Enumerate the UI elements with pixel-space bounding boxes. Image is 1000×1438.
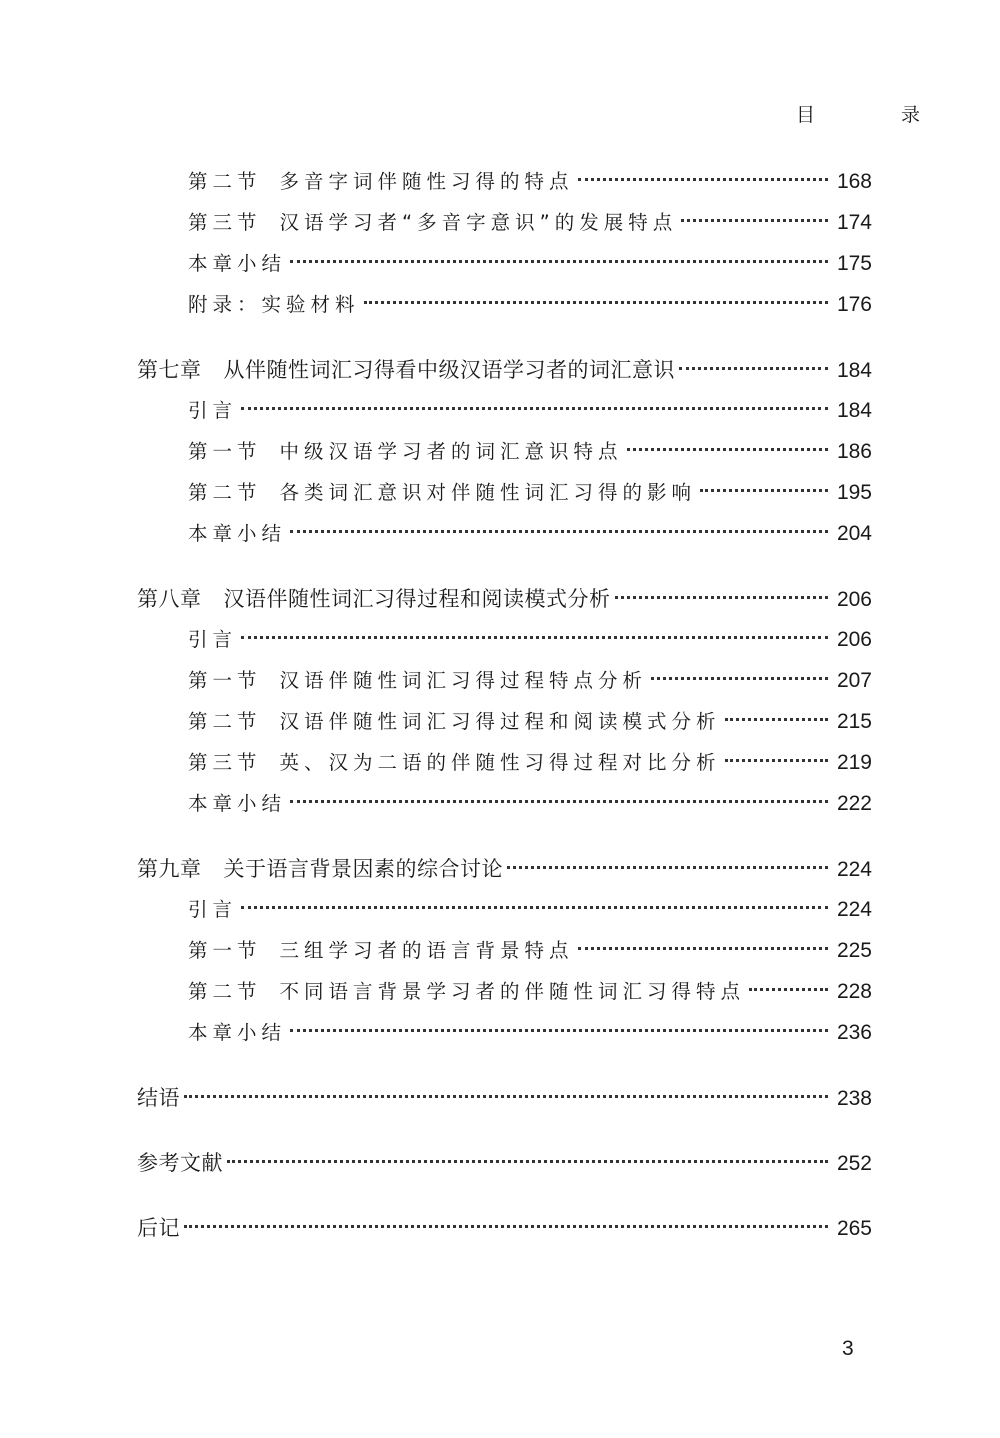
toc-entry[interactable]: [188, 706, 872, 736]
toc-entry-title: 第二节 汉语伴随性词汇习得过程和阅读模式分析: [188, 710, 721, 733]
dot-leader: [725, 718, 828, 721]
toc-entry[interactable]: [188, 289, 872, 319]
dot-leader: [578, 947, 828, 950]
toc-references[interactable]: [137, 1147, 872, 1177]
toc-entry[interactable]: [188, 477, 872, 507]
toc-entry-title: 本章小结: [188, 522, 287, 545]
dot-leader: [615, 596, 829, 599]
toc-page-number: 184: [836, 399, 872, 422]
toc-page-number: 236: [836, 1021, 872, 1044]
toc-entry[interactable]: [188, 935, 872, 965]
toc-entry[interactable]: [188, 976, 872, 1006]
dot-leader: [507, 866, 828, 869]
page-number: 3: [842, 1337, 854, 1360]
toc-chapter-title: 第九章 关于语言背景因素的综合讨论: [137, 857, 503, 881]
toc-entry-title: 第三节 英、汉为二语的伴随性习得过程对比分析: [188, 751, 721, 774]
toc-chapter-title: 第七章 从伴随性词汇习得看中级汉语学习者的词汇意识: [137, 358, 675, 382]
dot-leader: [679, 367, 828, 370]
dot-leader: [290, 1029, 828, 1032]
toc-entry[interactable]: [188, 894, 872, 924]
toc-page-number: 224: [836, 858, 872, 881]
toc-page-number: 224: [836, 898, 872, 921]
toc-page-number: 207: [836, 669, 872, 692]
dot-leader: [749, 988, 828, 991]
toc-page-number: 175: [836, 252, 872, 275]
toc-entry-title: 第二节 不同语言背景学习者的伴随性词汇习得特点: [188, 980, 746, 1003]
toc-chapter-title: 后记: [137, 1216, 180, 1240]
dot-leader: [290, 530, 828, 533]
toc-page-number: 222: [836, 792, 872, 815]
toc-page-number: 168: [836, 170, 872, 193]
toc-entry[interactable]: [188, 624, 872, 654]
toc-page-number: 184: [836, 359, 872, 382]
toc-entry-title: 引言: [188, 898, 238, 921]
toc-entry-title: 第二节 各类词汇意识对伴随性词汇习得的影响: [188, 481, 697, 504]
toc-page-number: 238: [836, 1087, 872, 1110]
dot-leader: [364, 301, 828, 304]
toc-page-number: 252: [836, 1152, 872, 1175]
toc-entry[interactable]: [188, 166, 872, 196]
dot-leader: [241, 906, 828, 909]
toc-page-number: 186: [836, 440, 872, 463]
toc-entry[interactable]: [188, 207, 872, 237]
toc-page-number: 204: [836, 522, 872, 545]
toc-entry-title: 本章小结: [188, 252, 287, 275]
dot-leader: [290, 800, 828, 803]
dot-leader: [725, 759, 828, 762]
dot-leader: [241, 407, 828, 410]
toc-entry-title: 第一节 汉语伴随性词汇习得过程特点分析: [188, 669, 648, 692]
toc-entry[interactable]: [188, 395, 872, 425]
toc-chapter-title: 结语: [137, 1086, 180, 1110]
dot-leader: [241, 636, 828, 639]
toc-entry-title: 第一节 三组学习者的语言背景特点: [188, 939, 574, 962]
toc-entry[interactable]: [188, 665, 872, 695]
toc-entry[interactable]: [188, 248, 872, 278]
toc-entry-title: 引言: [188, 399, 238, 422]
toc-chapter[interactable]: [137, 354, 872, 384]
toc-entry-title: 本章小结: [188, 1021, 287, 1044]
toc-entry-title: 第二节 多音字词伴随性习得的特点: [188, 170, 574, 193]
toc-afterword[interactable]: [137, 1212, 872, 1242]
dot-leader: [578, 178, 828, 181]
toc-entry-title: 附录：实验材料: [188, 293, 360, 316]
toc-page-number: 176: [836, 293, 872, 316]
dot-leader: [651, 677, 828, 680]
dot-leader: [700, 489, 828, 492]
toc-entry-title: 本章小结: [188, 792, 287, 815]
toc-page-number: 206: [836, 588, 872, 611]
toc-page-number: 219: [836, 751, 872, 774]
dot-leader: [227, 1160, 828, 1163]
toc-entry[interactable]: [188, 747, 872, 777]
toc-entry[interactable]: [188, 1017, 872, 1047]
toc-chapter[interactable]: [137, 853, 872, 883]
toc-page-number: 215: [836, 710, 872, 733]
dot-leader: [681, 219, 828, 222]
dot-leader: [184, 1095, 828, 1098]
toc-chapter[interactable]: [137, 583, 872, 613]
dot-leader: [627, 448, 828, 451]
toc-entry[interactable]: [188, 436, 872, 466]
toc-page-number: 225: [836, 939, 872, 962]
toc-page-number: 174: [836, 211, 872, 234]
toc-chapter-title: 参考文献: [137, 1151, 223, 1175]
toc-entry-title: 第一节 中级汉语学习者的词汇意识特点: [188, 440, 623, 463]
running-head: 目 录: [796, 104, 961, 126]
toc-entry-title: 引言: [188, 628, 238, 651]
toc-page-number: 206: [836, 628, 872, 651]
dot-leader: [184, 1225, 828, 1228]
toc-entry[interactable]: [188, 788, 872, 818]
toc-entry[interactable]: [188, 518, 872, 548]
toc-page-number: 228: [836, 980, 872, 1003]
toc-page-number: 195: [836, 481, 872, 504]
toc-chapter-title: 第八章 汉语伴随性词汇习得过程和阅读模式分析: [137, 587, 611, 611]
dot-leader: [290, 260, 828, 263]
toc-conclusion[interactable]: [137, 1082, 872, 1112]
toc-entry-title: 第三节 汉语学习者“多音字意识”的发展特点: [188, 211, 678, 234]
toc-page-number: 265: [836, 1217, 872, 1240]
